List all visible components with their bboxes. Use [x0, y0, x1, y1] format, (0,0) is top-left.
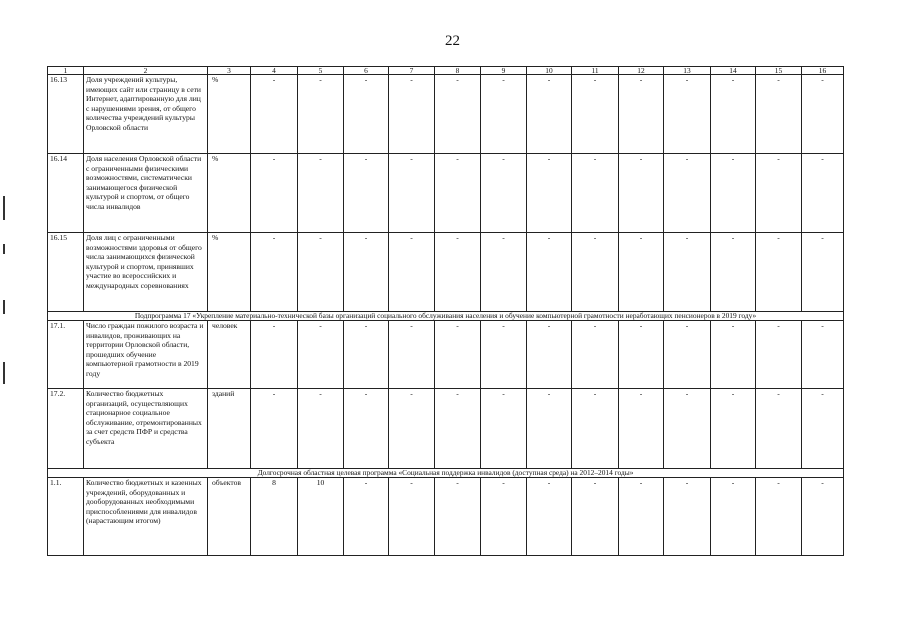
value-cell: -	[389, 478, 435, 556]
scan-mark	[3, 362, 5, 384]
indicator-name: Количество бюджетных организаций, осуществляющих стационарное социальное обслуживание, отремонтированных за счет средств ПФР и средства субъекта	[84, 389, 208, 469]
value-cell: -	[481, 478, 527, 556]
indicator-name: Количество бюджетных и казенных учреждений, оборудованных и дооборудованных необходимыми приспособлениями для инвалидов (нарастающим итогом)	[84, 478, 208, 556]
value-cell: -	[298, 154, 344, 233]
value-cell: -	[711, 478, 756, 556]
value-cell: -	[802, 321, 844, 389]
value-cell: -	[298, 75, 344, 154]
table-header-row	[48, 67, 844, 75]
value-cell: -	[572, 321, 619, 389]
table-row	[48, 478, 844, 556]
value-cell: -	[756, 478, 802, 556]
value-cell: -	[251, 75, 298, 154]
scan-mark	[3, 196, 5, 220]
row-number: 17.1.	[48, 321, 84, 389]
value-cell: -	[802, 233, 844, 312]
value-cell: -	[435, 321, 481, 389]
value-cell: -	[619, 321, 664, 389]
value-cell: -	[389, 389, 435, 469]
value-cell: -	[389, 154, 435, 233]
indicator-name: Число граждан пожилого возраста и инвалидов, проживающих на территории Орловской области, прошедших обучение компьютерной грамотности в 2019 году	[84, 321, 208, 389]
value-cell: -	[435, 154, 481, 233]
unit-cell: объектов	[208, 478, 251, 556]
value-cell: -	[527, 321, 572, 389]
header-cell: 1	[48, 67, 84, 75]
header-cell: 8	[435, 67, 481, 75]
value-cell: -	[527, 478, 572, 556]
value-cell: -	[664, 478, 711, 556]
indicator-name: Доля населения Орловской области с ограниченными физическими возможностями, систематически занимающегося физической культурой и спортом, от общего числа инвалидов	[84, 154, 208, 233]
page-number: 22	[445, 33, 460, 49]
header-cell: 2	[84, 67, 208, 75]
value-cell: -	[344, 321, 389, 389]
value-cell: -	[251, 389, 298, 469]
value-cell: -	[481, 389, 527, 469]
header-cell: 7	[389, 67, 435, 75]
value-cell: -	[481, 154, 527, 233]
section-row	[48, 469, 844, 478]
value-cell: -	[572, 478, 619, 556]
header-cell: 11	[572, 67, 619, 75]
value-cell: -	[711, 75, 756, 154]
value-cell: -	[619, 233, 664, 312]
table-row	[48, 154, 844, 233]
table-row	[48, 233, 844, 312]
unit-cell: зданий	[208, 389, 251, 469]
value-cell: 8	[251, 478, 298, 556]
value-cell: -	[251, 233, 298, 312]
header-cell: 9	[481, 67, 527, 75]
row-number: 17.2.	[48, 389, 84, 469]
unit-cell: %	[208, 233, 251, 312]
unit-cell: %	[208, 154, 251, 233]
value-cell: -	[572, 154, 619, 233]
value-cell: -	[572, 75, 619, 154]
value-cell: -	[344, 233, 389, 312]
indicator-name: Доля учреждений культуры, имеющих сайт или страницу в сети Интернет, адаптированную для лиц с нарушениями зрения, от общего количества учреждений культуры Орловской области	[84, 75, 208, 154]
scan-mark	[3, 244, 5, 254]
value-cell: -	[572, 233, 619, 312]
header-cell: 10	[527, 67, 572, 75]
value-cell: -	[298, 233, 344, 312]
value-cell: -	[389, 75, 435, 154]
value-cell: -	[802, 154, 844, 233]
header-cell: 13	[664, 67, 711, 75]
value-cell: -	[435, 389, 481, 469]
value-cell: -	[527, 389, 572, 469]
value-cell: -	[481, 75, 527, 154]
row-number: 16.14	[48, 154, 84, 233]
value-cell: -	[619, 154, 664, 233]
table-row	[48, 321, 844, 389]
header-cell: 3	[208, 67, 251, 75]
table-row	[48, 75, 844, 154]
value-cell: -	[802, 389, 844, 469]
unit-cell: %	[208, 75, 251, 154]
header-cell: 15	[756, 67, 802, 75]
value-cell: -	[664, 75, 711, 154]
value-cell: -	[298, 389, 344, 469]
value-cell: -	[711, 321, 756, 389]
value-cell: -	[344, 75, 389, 154]
value-cell: -	[344, 389, 389, 469]
value-cell: -	[572, 389, 619, 469]
value-cell: -	[711, 233, 756, 312]
header-cell: 4	[251, 67, 298, 75]
value-cell: 10	[298, 478, 344, 556]
table-row	[48, 389, 844, 469]
header-cell: 16	[802, 67, 844, 75]
header-cell: 14	[711, 67, 756, 75]
section-title: Долгосрочная областная целевая программа «Социальная поддержка инвалидов (доступная среда) на 2012–2014 годы»	[48, 469, 844, 478]
value-cell: -	[802, 478, 844, 556]
value-cell: -	[756, 233, 802, 312]
value-cell: -	[527, 154, 572, 233]
value-cell: -	[711, 389, 756, 469]
section-title: Подпрограмма 17 «Укрепление материально-технической базы организаций социального обслуживания населения и обучение компьютерной грамотности неработающих пенсионеров в 2019 году»	[48, 312, 844, 321]
value-cell: -	[619, 478, 664, 556]
value-cell: -	[756, 389, 802, 469]
value-cell: -	[435, 75, 481, 154]
value-cell: -	[527, 75, 572, 154]
value-cell: -	[298, 321, 344, 389]
value-cell: -	[619, 75, 664, 154]
value-cell: -	[389, 233, 435, 312]
value-cell: -	[481, 321, 527, 389]
header-cell: 6	[344, 67, 389, 75]
value-cell: -	[664, 233, 711, 312]
value-cell: -	[802, 75, 844, 154]
value-cell: -	[756, 321, 802, 389]
header-cell: 12	[619, 67, 664, 75]
value-cell: -	[251, 321, 298, 389]
row-number: 16.15	[48, 233, 84, 312]
value-cell: -	[527, 233, 572, 312]
row-number: 16.13	[48, 75, 84, 154]
value-cell: -	[435, 478, 481, 556]
header-cell: 5	[298, 67, 344, 75]
value-cell: -	[756, 75, 802, 154]
unit-cell: человек	[208, 321, 251, 389]
scan-mark	[3, 300, 5, 314]
value-cell: -	[711, 154, 756, 233]
section-row	[48, 312, 844, 321]
value-cell: -	[344, 478, 389, 556]
value-cell: -	[435, 233, 481, 312]
indicator-name: Доля лиц с ограниченными возможностями здоровья от общего числа занимающихся физической культурой и спортом, принявших участие во всероссийских и международных соревнованиях	[84, 233, 208, 312]
value-cell: -	[389, 321, 435, 389]
value-cell: -	[481, 233, 527, 312]
value-cell: -	[344, 154, 389, 233]
indicator-table	[47, 66, 833, 556]
value-cell: -	[664, 154, 711, 233]
value-cell: -	[619, 389, 664, 469]
value-cell: -	[664, 321, 711, 389]
value-cell: -	[756, 154, 802, 233]
row-number: 1.1.	[48, 478, 84, 556]
value-cell: -	[251, 154, 298, 233]
value-cell: -	[664, 389, 711, 469]
